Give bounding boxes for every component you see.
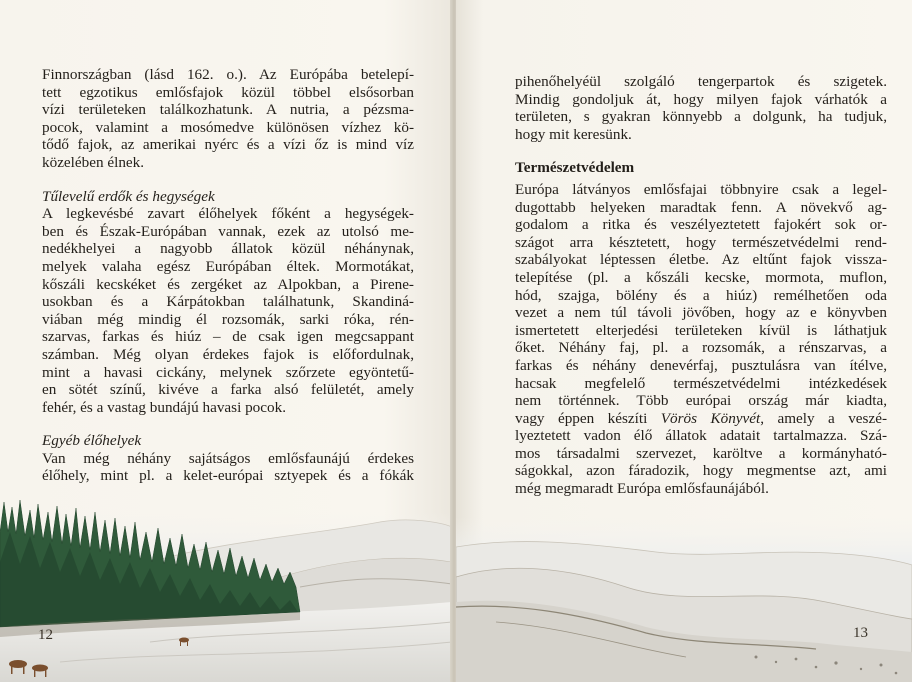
text-line: mos társadalmi szervezet, karöltve a kormányható- <box>515 444 887 462</box>
text-line: tett egzotikus emlősfajok közül többel elsősorban <box>42 83 414 101</box>
text-line: Finnországban (lásd 162. o.). Az Európába betelepí- <box>42 66 414 83</box>
text-line: számban. Még olyan érdekes fajok is előfordulnak, <box>42 345 414 363</box>
text-line: hacsak megfelelő természetvédelmi intézkedések <box>515 374 887 392</box>
left-page <box>0 0 452 682</box>
text-line: farkas és néhány denevérfaj, pusztulásra van ítélve, <box>515 356 887 374</box>
text-line: telepítése (pl. a kőszáli kecske, mormota, muflon, <box>515 268 887 286</box>
text-line: Európa látványos emlősfajai többnyire csak a legel- <box>515 180 887 198</box>
text-line: hogy mit keresünk. <box>515 125 632 143</box>
text-line: Van még néhány sajátságos emlősfaunájú érdekes <box>42 449 414 467</box>
text-line: vízi területeken találkozhatunk. A nutria, a pézsma- <box>42 101 414 119</box>
line-suffix: , amely a veszé- <box>760 409 888 427</box>
section-heading-other-habitats: Egyéb élőhelyek <box>42 432 142 450</box>
text-line-with-italic-title <box>515 410 887 428</box>
intro-paragraph <box>42 66 414 172</box>
text-line: hód, szajga, bölény és a hiúz) remélhetően oda <box>515 286 887 304</box>
text-line: nedékhelyei a nagyobb állatok közül néhánynak, <box>42 240 414 258</box>
text-line: ben és Észak-Európában vannak, ezek az utolsó me- <box>42 222 414 240</box>
forest-landscape-illustration <box>0 492 452 682</box>
text-line: élőhely, mint pl. a kelet-európai sztyepek és a fókák <box>42 467 414 485</box>
red-book-title: Vörös Könyvét <box>660 409 761 427</box>
text-line: még megmaradt Európa emlősfaunájából. <box>515 480 769 498</box>
text-line: közelében élnek. <box>42 153 145 171</box>
page-number-right: 13 <box>853 625 868 641</box>
text-line: A legkevésbé zavart élőhelyek főként a hegységek- <box>42 205 414 223</box>
text-line: szarvas, farkas és hiúz – de csak igen megcsappant <box>42 328 414 346</box>
text-line: tődő fajok, az amerikai nyérc és a vízi őz is mind víz <box>42 136 414 154</box>
text-line: őket. Néhány faj, pl. a rozsomák, a rénszarvas, a <box>515 339 887 357</box>
left-page-text <box>42 66 414 485</box>
section-heading-nature-conservation: Természetvédelem <box>515 159 635 177</box>
text-line: godalom a ritka és veszélyeztetett fajokért sok or- <box>515 216 887 234</box>
text-line: kőszáli kecskéket és zergéket az Alpokban, a Pirene- <box>42 275 414 293</box>
page-number-left: 12 <box>38 627 53 643</box>
nature-conservation-paragraph <box>515 181 887 498</box>
conifer-forests-paragraph <box>42 205 414 416</box>
other-habitats-paragraph <box>42 450 414 485</box>
text-line: ságokkal, azon fáradozik, hogy megmentse azt, ami <box>515 462 887 480</box>
text-line: szágot arra késztetett, hogy természetvédelmi rend- <box>515 233 887 251</box>
text-line: viában még mindig él rozsomák, sarki róka, rén- <box>42 310 414 328</box>
intro-paragraph <box>515 73 887 143</box>
text-line: usokban és a Kárpátokban találhatunk, Skandiná- <box>42 293 414 311</box>
text-line: dugottabb helyeken maradtak fenn. A növekvő ag- <box>515 198 887 216</box>
text-line: lyeztetett vadon élő állatok adatait tartalmazza. Szá- <box>515 427 887 445</box>
text-line: melyek valaha egész Európában éltek. Mormotákat, <box>42 257 414 275</box>
text-line: mint a havasi cickány, melynek szőrzete egyöntetű- <box>42 363 414 381</box>
text-line: pocok, valamint a mosómedve különösen vízhez kö- <box>42 118 414 136</box>
text-line: nem történnek. Több európai ország már kiadta, <box>515 392 887 410</box>
text-line: vezet a nem túl távoli jövőben, hogy az e könyvben <box>515 304 887 322</box>
text-line: fehér, és a vastag bundájú havasi pocok. <box>42 398 286 416</box>
text-line: szabályokat léptessen életbe. Az eltűnt fajok vissza- <box>515 251 887 269</box>
snowy-hills-illustration <box>456 507 912 682</box>
text-line: pihenőhelyéül szolgáló tengerpartok és szigetek. <box>515 73 887 90</box>
right-page <box>456 0 912 682</box>
line-prefix: vagy éppen készíti <box>515 409 661 427</box>
right-page-text <box>515 73 887 498</box>
text-line: Mindig gondoljuk át, hogy milyen fajok várhatók a <box>515 90 887 108</box>
text-line: területen, s gyakran könnyebb a dolgunk, ha tudjuk, <box>515 108 887 126</box>
section-heading-conifer-forests: Tűlevelű erdők és hegységek <box>42 187 215 205</box>
text-line: en sötét színű, kivéve a farka alsó felületét, amely <box>42 381 414 399</box>
text-line: ismertetett elterjedési területeken kívül is láthatjuk <box>515 321 887 339</box>
